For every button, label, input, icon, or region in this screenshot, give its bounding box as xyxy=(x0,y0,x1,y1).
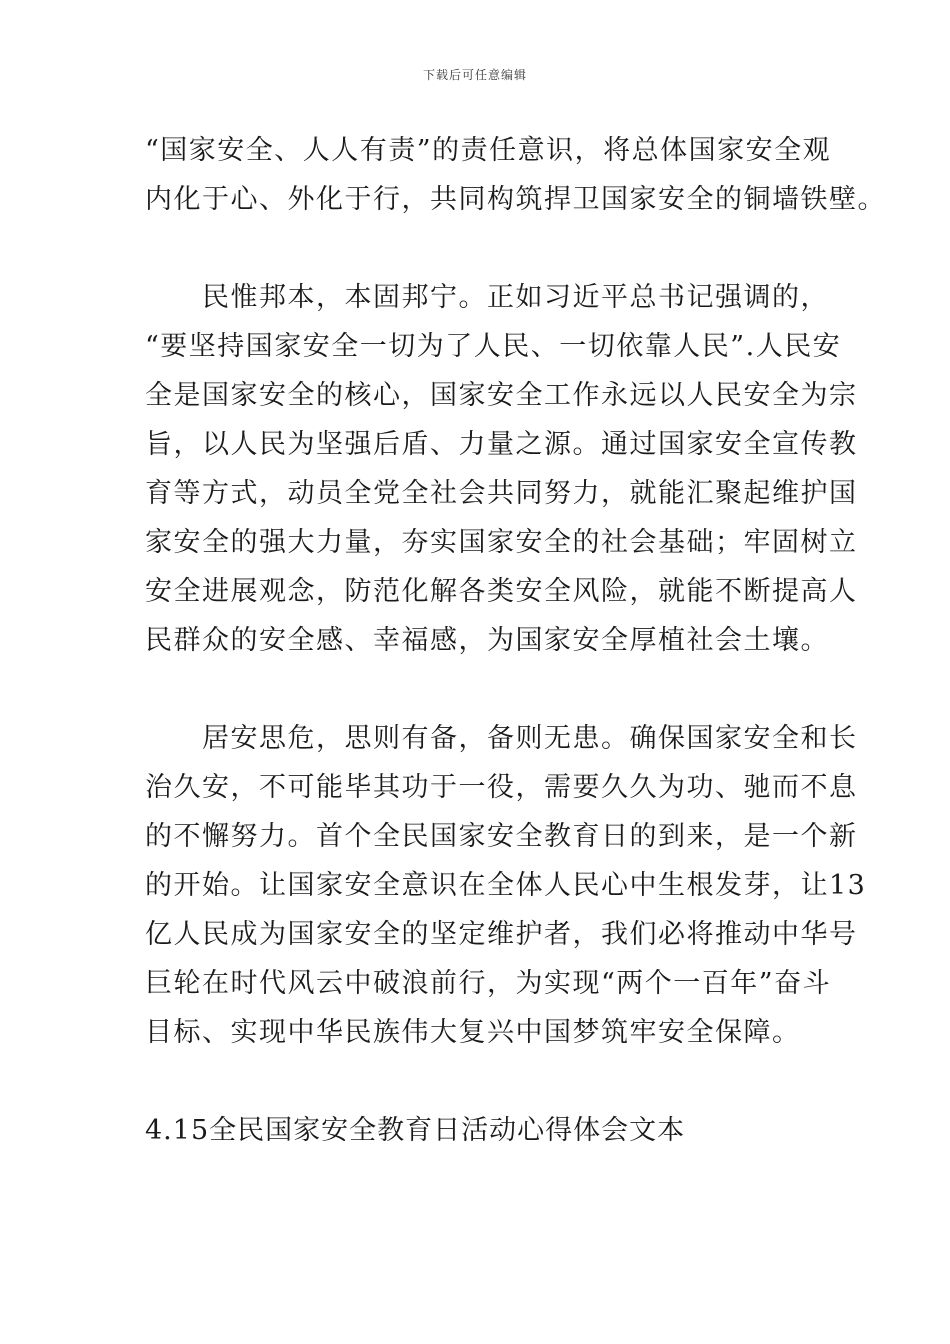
text-line: 旨，以人民为坚强后盾、力量之源。通过国家安全宣传教 xyxy=(145,429,858,460)
text-line: 的开始。让国家安全意识在全体人民心中生根发芽，让13 xyxy=(145,870,867,901)
document-body xyxy=(145,126,886,1155)
paragraph-spacer xyxy=(145,1057,810,1106)
paragraph-3 xyxy=(145,714,867,1057)
text-line: “要坚持国家安全一切为了人民、一切依靠人民”.人民安 xyxy=(145,331,842,362)
page-header: 下载后可任意编辑 xyxy=(422,68,527,82)
text-line: 内化于心、外化于行，共同构筑捍卫国家安全的铜墙铁壁。 xyxy=(145,184,886,215)
section-heading: 4.15全民国家安全教育日活动心得体会文本 xyxy=(145,1115,686,1146)
text-line: 育等方式，动员全党全社会共同努力，就能汇聚起维护国 xyxy=(145,478,858,509)
text-line: 居安思危，思则有备，备则无患。确保国家安全和长 xyxy=(145,723,858,754)
text-line: “国家安全、人人有责”的责任意识，将总体国家安全观 xyxy=(145,135,832,166)
text-line: 全是国家安全的核心，国家安全工作永远以人民安全为宗 xyxy=(145,380,858,411)
text-line: 亿人民成为国家安全的坚定维护者，我们必将推动中华号 xyxy=(145,919,858,950)
text-line: 民惟邦本，本固邦宁。正如习近平总书记强调的， xyxy=(145,282,829,313)
text-line: 民群众的安全感、幸福感，为国家安全厚植社会土壤。 xyxy=(145,625,829,656)
text-line: 巨轮在时代风云中破浪前行，为实现“两个一百年”奋斗 xyxy=(145,968,832,999)
paragraph-2 xyxy=(145,273,858,665)
paragraph-spacer xyxy=(145,224,810,273)
text-line: 治久安，不可能毕其功于一役，需要久久为功、驰而不息 xyxy=(145,772,858,803)
paragraph-spacer xyxy=(145,665,810,714)
text-line: 安全进展观念，防范化解各类安全风险，就能不断提高人 xyxy=(145,576,858,607)
paragraph-1 xyxy=(145,126,886,224)
text-line: 的不懈努力。首个全民国家安全教育日的到来，是一个新 xyxy=(145,821,858,852)
text-line: 家安全的强大力量，夯实国家安全的社会基础；牢固树立 xyxy=(145,527,858,558)
text-line: 目标、实现中华民族伟大复兴中国梦筑牢安全保障。 xyxy=(145,1017,801,1048)
